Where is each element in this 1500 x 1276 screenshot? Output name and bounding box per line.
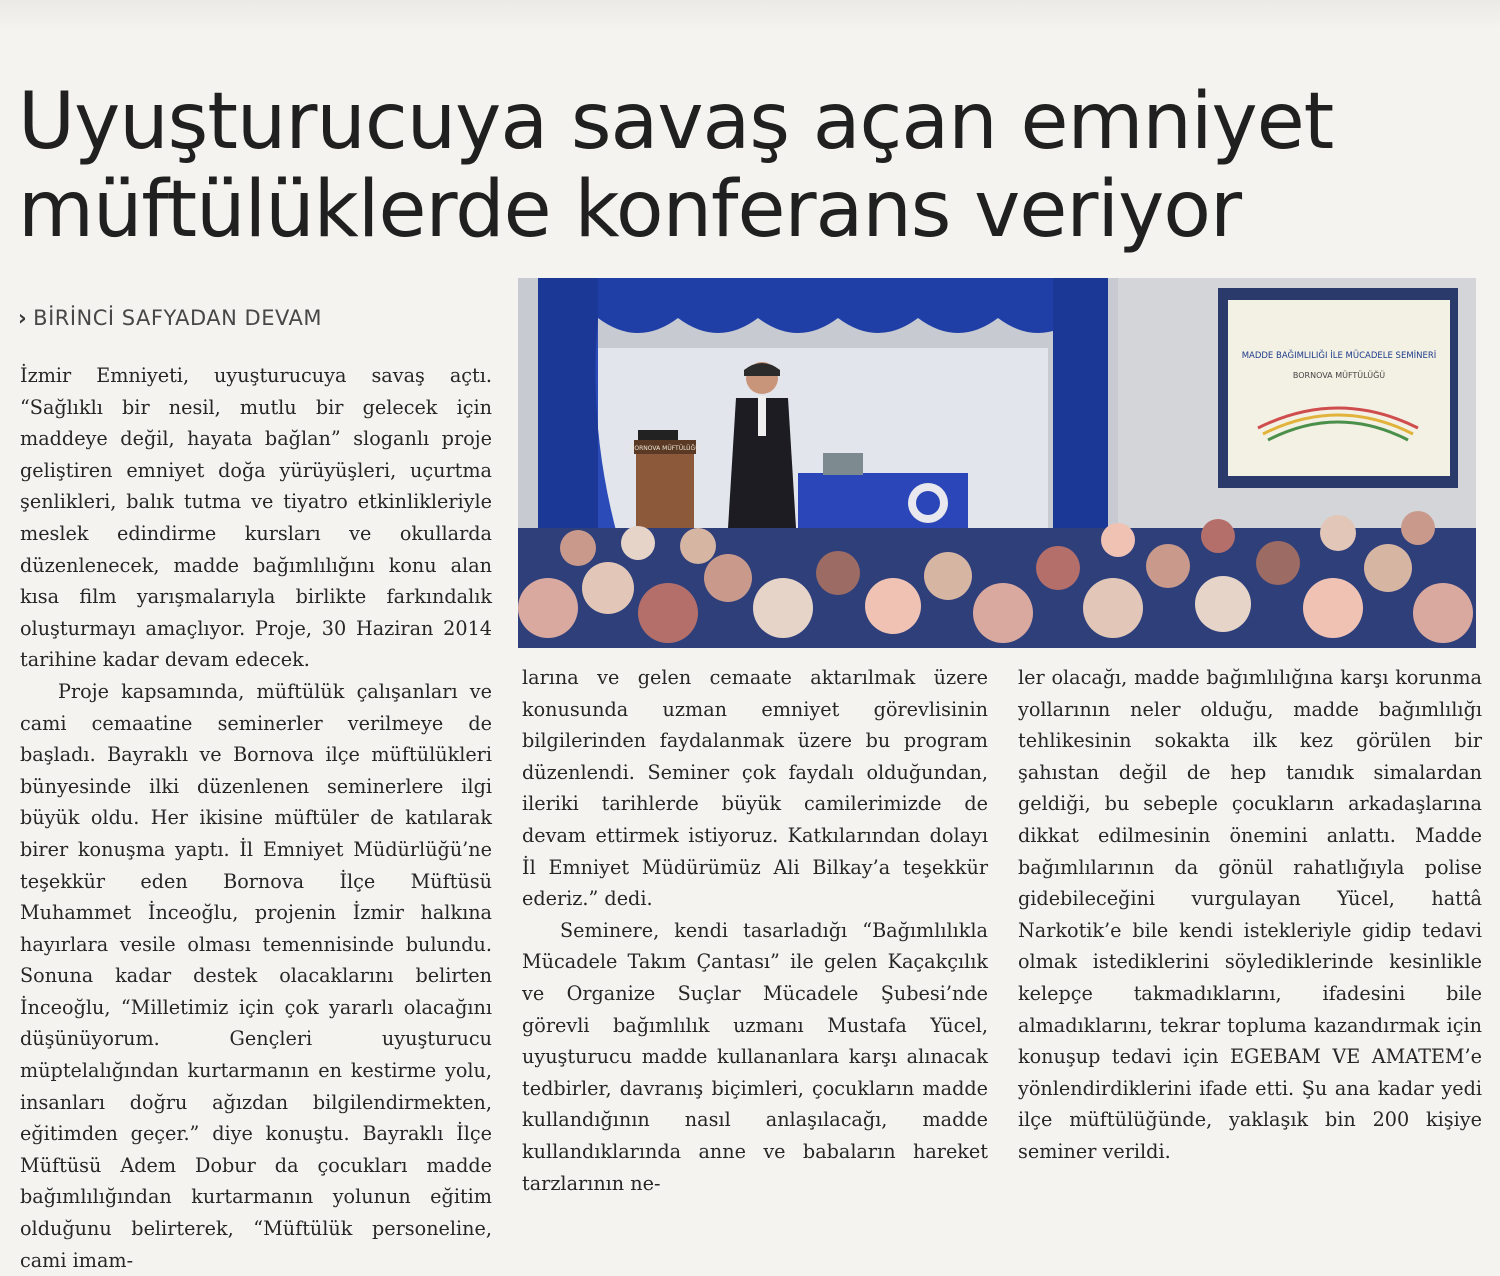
continued-from-front-label [18, 306, 322, 330]
chevron-right-icon: › [18, 306, 28, 330]
paragraph: İzmir Emniyeti, uyuşturucuya savaş açtı. “Sağlıklı bir nesil, mutlu bir gelecek için maddeye değil, hayata bağlan” sloganlı proje geliştiren emniyet doğa yürüyüşleri, uçurtma şenlikleri, balık tutma ve tiyatro etkinlikleriyle meslek edindirme kursları ve okullarda düzenlenecek, madde bağımlılığını konu alan kısa film yarışmalarıyla birlikte farkındalık oluşturmayı amaçlıyor. Proje, 30 Haziran 2014 tarihine kadar devam edecek. [20, 364, 492, 672]
screen-title: MADDE BAĞIMLILIĞI İLE MÜCADELE SEMİNERİ [1241, 351, 1437, 361]
paragraph: ler olacağı, madde bağımlılığına karşı korunma yollarının neler olduğu, madde bağımlılığı tehlikesinin sokakta ilk kez görülen bir şahıstan değil de hep tanıdık simalardan geldiği, bu sebeple çocukların arkadaşlarına dikkat edilmesinin önemini anlattı. Madde bağımlılarının da gönül rahatlığıyla polise gidebileceğini vurgulayan Yücel, hattâ Narkotik’e bile kendi istekleriyle gidip tedavi olmak istediklerini söylediklerinde kesinlikle kelepçe takmadıklarını, ifadesini bile almadıklarını, tekrar topluma kazandırmak için konuşup tedavi için EGEBAM VE AMATEM’e yönlendirdiklerini ifade etti. Şu ana kadar yedi ilçe müftülüğünde, yaklaşık bin 200 kişiye seminer verildi. [1018, 666, 1482, 1163]
headline-line-2: müftülüklerde konferans veriyor [18, 165, 1242, 255]
newspaper-top-edge [0, 0, 1500, 30]
paragraph: Seminere, kendi tasarladığı “Bağımlılıkla Mücadele Takım Çantası” ile gelen Kaçakçılık ve Organize Suçlar Mücadele Şubesi’nde görevli bağımlılık uzmanı Mustafa Yücel, uyuşturucu madde kullananlara karşı alınacak tedbirler, davranış biçimleri, çocukların madde kullandığının nasıl anlaşılacağı, madde kullandıklarında anne ve babaların hareket tarzlarının ne- [522, 918, 988, 1195]
continued-text: BİRİNCİ SAFYADAN DEVAM [33, 306, 323, 330]
paragraph: larına ve gelen cemaate aktarılmak üzere konusunda uzman emniyet görevlisinin bilgilerinden faydalanmak üzere bu program düzenlendi. Seminer çok faydalı olduğundan, ileriki tarihlerde büyük camilerimizde de devam ettirmek istiyoruz. Katkılarından dolayı İl Emniyet Müdürümüz Ali Bilkay’a teşekkür ederiz.” dedi. [522, 666, 988, 911]
article-column-2 [522, 662, 988, 1199]
article-column-3 [1018, 662, 1482, 1168]
article-headline [18, 78, 1488, 254]
podium-sign: BORNOVA MÜFTÜLÜĞÜ [630, 445, 700, 452]
article-column-1 [20, 360, 492, 1276]
headline-line-1: Uyuşturucuya savaş açan emniyet [18, 77, 1334, 167]
paragraph: Proje kapsamında, müftülük çalışanları ve cami cemaatine seminerler verilmeye de başladı. Bayraklı ve Bornova ilçe müftülükleri bünyesinde ilki düzenlenen seminerlere ilgi büyük oldu. Her ikisine müftüler de katılarak birer konuşma yaptı. İl Emniyet Müdürlüğü’ne teşekkür eden Bornova İlçe Müftüsü Muhammet İnceoğlu, projenin İzmir halkına hayırlara vesile olması temennisinde bulundu. Sonuna kadar destek olacaklarını belirten İnceoğlu, “Milletimiz için çok yararlı olacağını düşünüyorum. Gençleri uyuşturucu müptelalığından kurtarmanın en kestirme yolu, insanları doğru ağızdan bilgilendirmekten, eğitimden geçer.” diye konuştu. Bayraklı İlçe Müftüsü Adem Dobur da çocukları madde bağımlılığından kurtarmanın yolunun eğitim olduğunu belirterek, “Müftülük personeline, cami imam- [20, 679, 492, 1272]
seminar-photo [518, 278, 1476, 648]
screen-subtitle: BORNOVA MÜFTÜLÜĞÜ [1292, 371, 1386, 380]
